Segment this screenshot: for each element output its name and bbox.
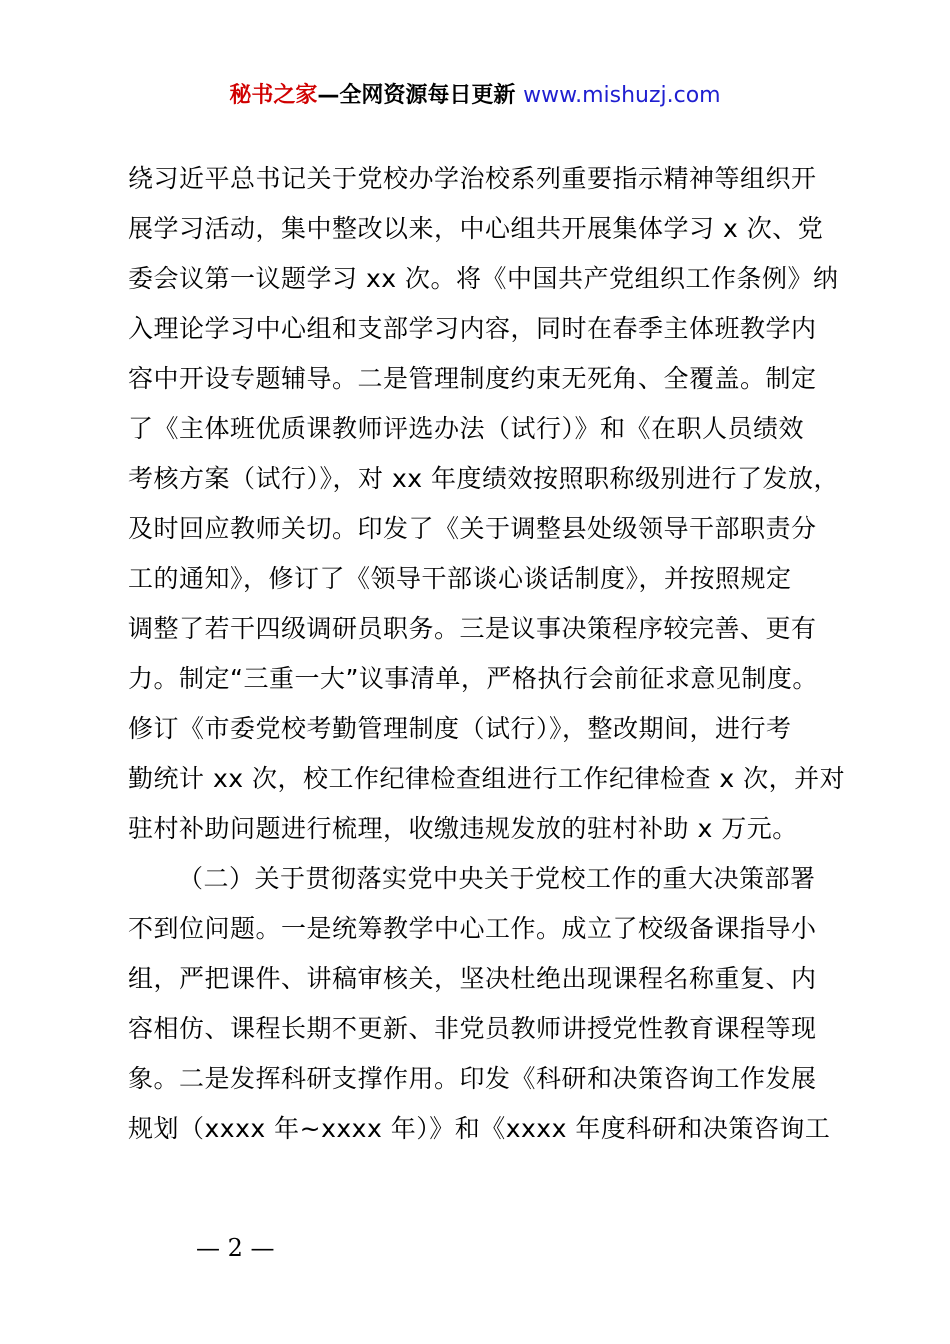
body-line: 容相仿、课程长期不更新、非党员教师讲授党性教育课程等现 (128, 1014, 817, 1043)
site-url-link[interactable]: www.mishuzj.com (523, 83, 721, 108)
body-line: 组，严把课件、讲稿审核关，坚决杜绝出现课程名称重复、内 (128, 964, 817, 993)
document-body (128, 154, 858, 1154)
page-number: — 2 — (196, 1234, 275, 1262)
body-line: 驻村补助问题进行梳理，收缴违规发放的驻村补助 x 万元。 (128, 814, 798, 843)
body-line: 调整了若干四级调研员职务。三是议事决策程序较完善、更有 (128, 614, 817, 643)
header-slogan: 全网资源每日更新 (339, 83, 516, 108)
body-line: 修订《市委党校考勤管理制度（试行）》，整改期间，进行考 (128, 714, 792, 743)
header-separator: — (317, 83, 340, 108)
body-line: 象。二是发挥科研支撑作用。印发《科研和决策咨询工作发展 (128, 1064, 817, 1093)
body-line: 了《主体班优质课教师评选办法（试行）》和《在职人员绩效 (128, 414, 805, 443)
body-line: 及时回应教师关切。印发了《关于调整县处级领导干部职责分 (128, 514, 817, 543)
body-line: 考核方案（试行）》，对 xx 年度绩效按照职称级别进行了发放， (128, 464, 839, 493)
body-line: 不到位问题。一是统筹教学中心工作。成立了校级备课指导小 (128, 914, 817, 943)
body-line: 工的通知》，修订了《领导干部谈心谈话制度》，并按照规定 (128, 564, 792, 593)
site-brand: 秘书之家 (229, 83, 318, 108)
body-line: 勤统计 xx 次，校工作纪律检查组进行工作纪律检查 x 次，并对 (128, 764, 846, 793)
body-line: 展学习活动，集中整改以来，中心组共开展集体学习 x 次、党 (128, 214, 824, 243)
body-line: 容中开设专题辅导。二是管理制度约束无死角、全覆盖。制定 (128, 364, 817, 393)
body-line: 绕习近平总书记关于党校办学治校系列重要指示精神等组织开 (128, 164, 817, 193)
section-heading-line: （二）关于贯彻落实党中央关于党校工作的重大决策部署 (178, 864, 816, 893)
body-line: 入理论学习中心组和支部学习内容，同时在春季主体班教学内 (128, 314, 817, 343)
body-line: 委会议第一议题学习 xx 次。将《中国共产党组织工作条例》纳 (128, 264, 839, 293)
body-line: 力。制定“三重一大”议事清单，严格执行会前征求意见制度。 (128, 664, 818, 693)
site-header (0, 80, 950, 112)
body-line: 规划（xxxx 年~xxxx 年）》和《xxxx 年度科研和决策咨询工 (128, 1114, 831, 1143)
